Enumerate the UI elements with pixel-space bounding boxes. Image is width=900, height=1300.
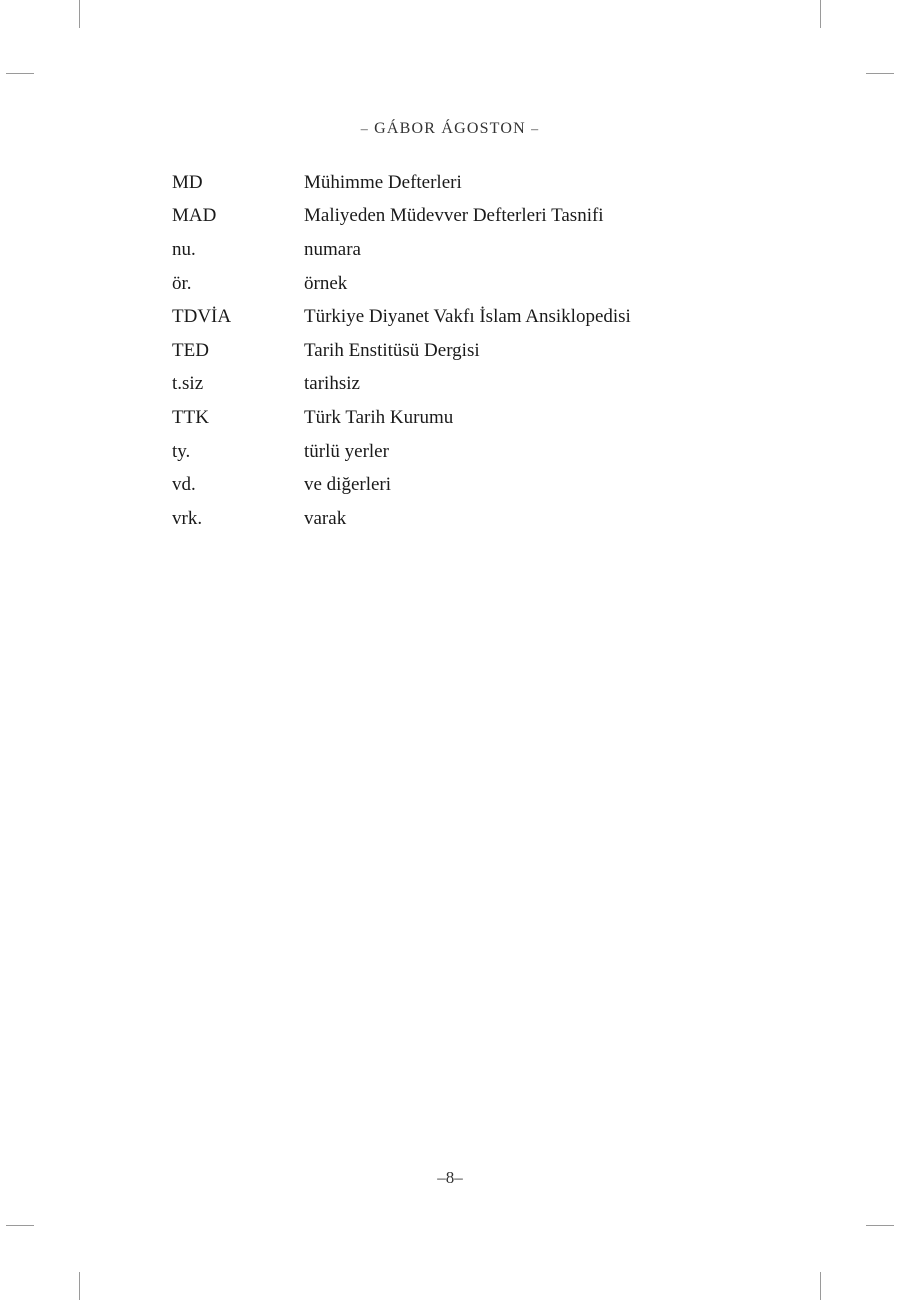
- abbreviation-term: ty.: [172, 440, 191, 462]
- abbreviation-term: MD: [172, 171, 203, 193]
- abbreviation-term: t.siz: [172, 373, 204, 395]
- abbreviation-definition: varak: [304, 507, 347, 529]
- abbreviation-definition: Maliyeden Müdevver Defterleri Tasnifi: [304, 205, 604, 227]
- list-item: [172, 468, 732, 502]
- list-item: [172, 166, 732, 200]
- list-item: [172, 368, 732, 402]
- abbreviation-definition: Türk Tarih Kurumu: [304, 406, 454, 428]
- abbreviation-term: TTK: [172, 406, 209, 428]
- list-item: [172, 334, 732, 368]
- running-head-dash-left: –: [360, 122, 369, 137]
- abbreviation-term: TDVİA: [172, 306, 232, 328]
- running-head: [0, 120, 900, 138]
- list-item: [172, 502, 732, 536]
- crop-mark: [6, 73, 34, 74]
- crop-mark: [866, 1225, 894, 1226]
- abbreviation-definition: Mühimme Defterleri: [304, 171, 462, 193]
- crop-mark: [79, 0, 80, 28]
- abbreviation-term: ör.: [172, 272, 192, 294]
- running-head-author: GÁBOR ÁGOSTON: [374, 120, 526, 137]
- abbreviation-definition: örnek: [304, 272, 348, 294]
- crop-mark: [820, 1272, 821, 1300]
- list-item: [172, 267, 732, 301]
- abbreviation-definition: tarihsiz: [304, 373, 360, 395]
- abbreviation-list: [172, 166, 732, 536]
- abbreviation-term: MAD: [172, 205, 217, 227]
- list-item: [172, 233, 732, 267]
- crop-mark: [866, 73, 894, 74]
- abbreviation-term: nu.: [172, 238, 196, 260]
- abbreviation-definition: Tarih Enstitüsü Dergisi: [304, 339, 480, 361]
- abbreviation-term: vrk.: [172, 507, 203, 529]
- crop-mark: [79, 1272, 80, 1300]
- page-number: –8–: [437, 1168, 463, 1187]
- list-item: [172, 300, 732, 334]
- list-item: [172, 435, 732, 469]
- running-head-dash-right: –: [531, 122, 540, 137]
- crop-mark: [820, 0, 821, 28]
- abbreviation-term: TED: [172, 339, 209, 361]
- abbreviation-definition: Türkiye Diyanet Vakfı İslam Ansiklopedisi: [304, 306, 631, 328]
- list-item: [172, 401, 732, 435]
- crop-mark: [6, 1225, 34, 1226]
- abbreviation-term: vd.: [172, 474, 196, 496]
- abbreviation-definition: türlü yerler: [304, 440, 389, 462]
- list-item: [172, 200, 732, 234]
- abbreviation-definition: numara: [304, 238, 361, 260]
- abbreviation-definition: ve diğerleri: [304, 474, 392, 496]
